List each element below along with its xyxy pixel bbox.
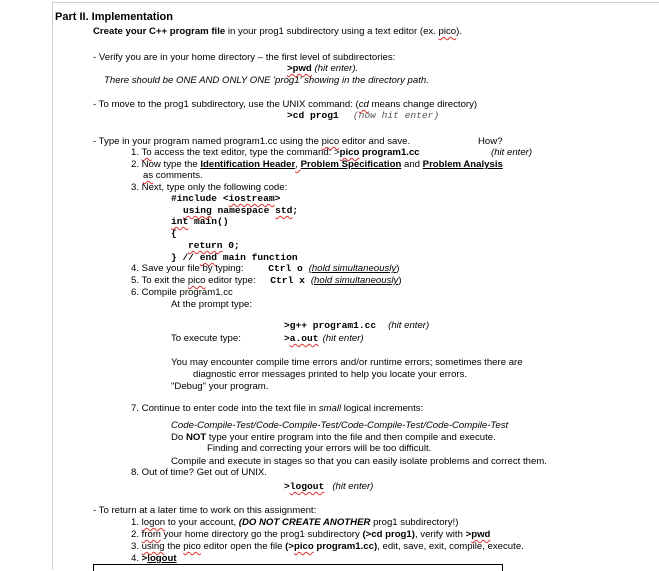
r2-text-c: , verify with <box>414 529 466 540</box>
move-text-b: means change directory) <box>368 99 478 110</box>
step-1-pico: pico <box>339 147 360 158</box>
compile-command <box>284 320 429 331</box>
step-8: 8. Out of time? Get out of UNIX. <box>131 467 267 478</box>
return-step-3 <box>131 541 524 552</box>
r2-text: your home directory go the prog1 subdirectory <box>160 529 363 540</box>
logout-command <box>284 481 373 492</box>
step-3: 3. Next, type only the following code: <box>131 182 288 193</box>
step-2-as: as <box>143 170 154 181</box>
do-not-c: type your entire program into the file and then compile and execute. <box>206 432 496 443</box>
r1-logon: logon <box>141 517 166 528</box>
r3-cmd-open: (> <box>285 541 294 552</box>
step-1-num: 1. <box>131 147 142 158</box>
move-cd: cd <box>358 99 369 110</box>
code-compile-cycle: Code-Compile-Test/Code-Compile-Test/Code-Compile-Test/Code-Compile-Test <box>171 420 509 431</box>
r3-text-e: , edit, save, exit, compile, execute. <box>377 541 524 552</box>
type-line <box>93 136 410 147</box>
cd-hint: (now hit enter) <box>352 110 440 121</box>
code-1b: iostream <box>228 193 275 204</box>
code-line-5 <box>188 240 240 251</box>
verify-note: There should be ONE AND ONLY ONE 'prog1' showing in the directory path. <box>104 75 429 86</box>
step-2-text: 2. Now type the <box>131 159 201 170</box>
r2-pwd: pwd <box>471 529 491 540</box>
r3-text-b: editor open the file <box>200 541 286 552</box>
cd-cmd-text: >cd prog1 <box>287 110 339 121</box>
exec-hint: (hit enter) <box>322 333 364 344</box>
return-line: - To return at a later time to work on this assignment: <box>93 505 317 516</box>
logout-text: logout <box>289 481 325 492</box>
intro-text: in your prog1 subdirectory using a text editor (ex. <box>225 26 439 37</box>
step-2 <box>131 159 503 170</box>
step-4-hold: (hold simultaneously <box>308 263 397 274</box>
pwd-text: >pwd <box>287 63 312 74</box>
r1-warning: (DO NOT CREATE ANOTHER <box>238 517 371 528</box>
step-5 <box>131 275 402 286</box>
code-6b: end <box>199 252 218 263</box>
code-2d: ; <box>292 205 299 216</box>
do-not-bold: NOT <box>185 432 207 443</box>
stages-line: Compile and execute in stages so that you can easily isolate problems and correct them. <box>171 456 547 467</box>
r4-num: 4. <box>131 553 142 564</box>
step-1-text: access the text editor, type the command: > <box>151 147 340 158</box>
r2-from: from <box>141 529 161 540</box>
code-1a: #include < <box>171 193 229 204</box>
code-line-1 <box>171 193 280 204</box>
step-6: 6. Compile program1.cc <box>131 287 233 298</box>
step-7-text-b: logical increments: <box>341 403 424 414</box>
pwd-hint: (hit enter). <box>311 63 359 74</box>
type-text-b: editor and save. <box>339 136 411 147</box>
r3-using: using <box>141 541 165 552</box>
code-2c: std <box>275 205 293 216</box>
intro-end: ). <box>456 26 463 37</box>
code-1c: > <box>274 193 281 204</box>
step-7-small: small <box>318 403 342 414</box>
r4-prompt: > <box>141 553 148 564</box>
exec-command <box>284 333 364 344</box>
code-line-3 <box>171 216 229 227</box>
intro-bold: Create your C++ program file <box>93 26 226 37</box>
page-border-left <box>52 2 53 570</box>
code-3b: main() <box>188 216 229 227</box>
return-step-4 <box>131 553 177 564</box>
step-4-text: 4. Save your file by typing: <box>131 263 247 274</box>
do-not-a: Do <box>171 432 186 443</box>
logout-prompt: > <box>284 481 290 492</box>
step-4 <box>131 263 399 274</box>
r3-pico: pico <box>183 541 201 552</box>
problem-specification: Problem Specification <box>300 159 402 170</box>
type-pico: pico <box>321 136 340 147</box>
prompt-type <box>171 299 268 310</box>
code-6a: } // <box>171 252 200 263</box>
move-text-a: - To move to the prog1 subdirectory, use the UNIX command: ( <box>93 99 359 110</box>
problem-analysis: Problem Analysis <box>422 159 503 170</box>
step-5-close: ) <box>398 275 402 286</box>
how-label: How? <box>478 136 503 147</box>
r3-text: the <box>164 541 184 552</box>
finding-line: Finding and correcting your errors will be too difficult. <box>207 443 432 454</box>
intro-pico: pico <box>438 26 457 37</box>
code-5b: 0; <box>222 240 240 251</box>
step-2-comments-text: comments. <box>153 170 203 181</box>
step-5-text: 5. To exit the <box>131 275 188 286</box>
step-1-cmd: program1.cc <box>359 147 420 158</box>
section-heading: Part II. Implementation <box>55 11 173 23</box>
step-7 <box>131 403 423 414</box>
intro-line <box>93 26 462 37</box>
step-5-text-b: editor type: <box>205 275 259 286</box>
r1-text: to your account, <box>165 517 239 528</box>
exec-label: To execute type: <box>171 333 241 344</box>
step-5-hold: (hold simultaneously <box>310 275 399 286</box>
code-2a: using <box>183 205 212 216</box>
verify-line: - Verify you are in your home directory – the first level of subdirectories: <box>93 52 396 63</box>
code-3a: int <box>171 216 189 227</box>
step-5-pico: pico <box>187 275 206 286</box>
step-7-text: 7. Continue to enter code into the text file in <box>131 403 319 414</box>
move-line <box>93 99 477 110</box>
r4-logout: logout <box>147 553 177 564</box>
step-2-comments <box>143 170 203 181</box>
step-4-close: ) <box>396 263 400 274</box>
pwd-command <box>287 63 358 74</box>
prompt-type-text: At the prompt type: <box>171 299 253 310</box>
type-text-a: - Type in your program named program1.cc using the <box>93 136 322 147</box>
r1-num: 1. <box>131 517 142 528</box>
compile-cmd-text: >g++ program1.cc <box>284 320 377 331</box>
logout-hint: (hit enter) <box>332 481 374 492</box>
step-1-to: To <box>141 147 152 158</box>
errors-line-3: "Debug" your program. <box>171 381 269 392</box>
r3-num: 3. <box>131 541 142 552</box>
page-border-top <box>52 2 659 3</box>
step-1-hint: (hit enter) <box>491 147 533 158</box>
code-line-2 <box>183 205 298 216</box>
step-2-and: and <box>401 159 423 170</box>
r2-cmd: (>cd prog1) <box>362 529 415 540</box>
errors-line-2: diagnostic error messages printed to help you locate your errors. <box>193 369 468 380</box>
r3-cmd-file: program1.cc) <box>313 541 378 552</box>
step-1 <box>131 147 420 158</box>
code-line-6 <box>171 252 298 263</box>
compile-hint: (hit enter) <box>388 320 430 331</box>
return-step-1 <box>131 517 458 528</box>
ctrl-o-key: Ctrl o <box>268 263 303 274</box>
code-5a: return <box>188 240 223 251</box>
r2-prompt: > <box>465 529 472 540</box>
exec-aout: a.out <box>289 333 319 344</box>
r2-num: 2. <box>131 529 142 540</box>
do-not-line <box>171 432 496 443</box>
return-step-2 <box>131 529 490 540</box>
errors-line-1: You may encounter compile time errors and/or runtime errors; sometimes there are <box>171 357 523 368</box>
r1-text-c: prog1 subdirectory!) <box>370 517 459 528</box>
step-2-sep: , <box>295 159 301 170</box>
cd-command <box>287 110 439 121</box>
code-6c: main function <box>217 252 298 263</box>
r3-pico-cmd: pico <box>293 541 314 552</box>
identification-header: Identification Header <box>200 159 296 170</box>
ctrl-x-key: Ctrl x <box>270 275 305 286</box>
exec-prompt: > <box>284 333 290 344</box>
code-line-4: { <box>171 228 177 239</box>
code-2b: namespace <box>211 205 276 216</box>
